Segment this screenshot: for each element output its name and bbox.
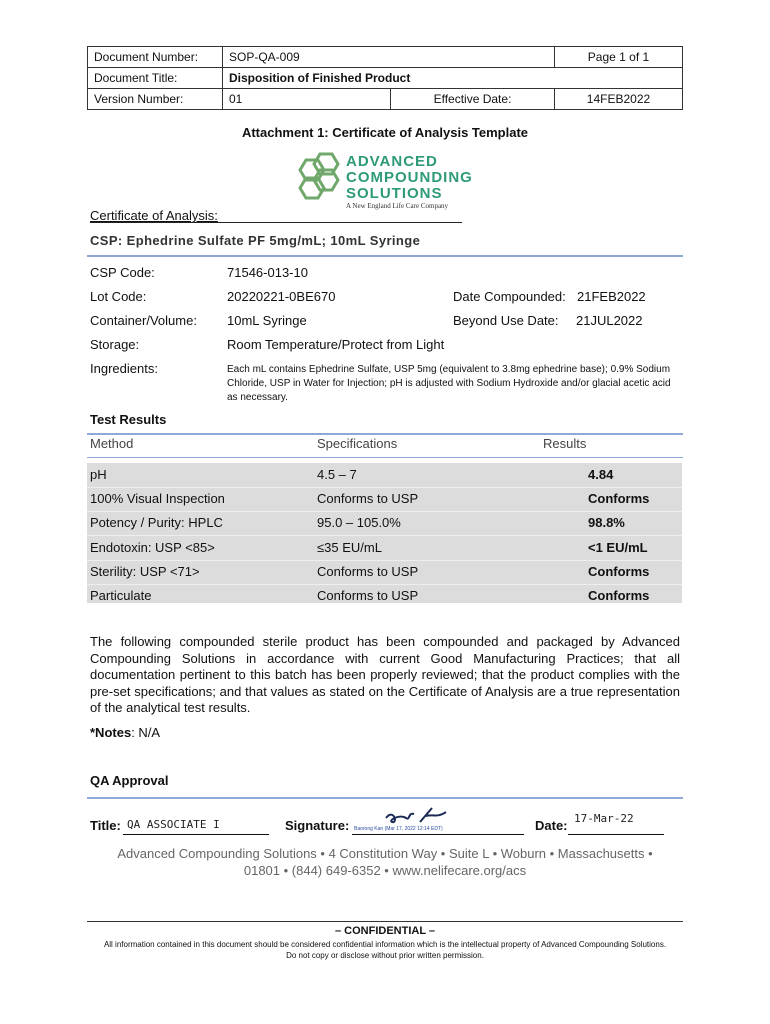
document-header-table [87, 46, 683, 110]
container-label: Container/Volume: [90, 313, 197, 328]
test-result: 4.84 [588, 467, 614, 482]
test-result: Conforms [588, 588, 650, 603]
notes-value: : N/A [131, 725, 161, 740]
logo-wordmark [346, 154, 473, 202]
test-method: 100% Visual Inspection [90, 491, 225, 506]
column-method: Method [90, 436, 134, 451]
csp-title: CSP: Ephedrine Sulfate PF 5mg/mL; 10mL Syringe [90, 233, 421, 248]
test-result: Conforms [588, 491, 650, 506]
approval-title-value: QA ASSOCIATE I [127, 818, 220, 831]
page-number: Page 1 of 1 [555, 47, 683, 68]
date-field [568, 812, 664, 835]
signature-caption: Baorong Kan (Mar 17, 2022 12:14 EDT) [354, 826, 443, 832]
test-spec: ≤35 EU/mL [317, 540, 382, 555]
csp-code-label: CSP Code: [90, 265, 155, 280]
address-line-2: 01801 • (844) 649-6352 • www.nelifecare.org/acs [243, 863, 527, 878]
test-method: pH [90, 467, 107, 482]
logo-line-3: SOLUTIONS [346, 185, 443, 202]
divider [87, 255, 683, 257]
storage-value: Room Temperature/Protect from Light [227, 337, 445, 352]
footer-divider [87, 921, 683, 922]
test-spec: 4.5 – 7 [317, 467, 357, 482]
ingredients-value: Each mL contains Ephedrine Sulfate, USP 5mg (equivalent to 3.8mg ephedrine base); 0.9% Sodium Chloride, USP in Water for Injection; pH is adjusted with Sodium Hydroxide and/or glacial acetic acid as necessary. [227, 364, 671, 403]
coa-label: Certificate of Analysis: [90, 208, 218, 223]
version-label: Version Number: [88, 89, 223, 110]
hexagon-logo-icon [290, 152, 346, 202]
doc-title-label: Document Title: [88, 68, 223, 89]
column-results: Results [543, 436, 587, 451]
ingredients-label: Ingredients: [90, 361, 158, 376]
address-line-1: Advanced Compounding Solutions • 4 Constitution Way • Suite L • Woburn • Massachusetts • [117, 846, 653, 861]
signature-field [352, 818, 524, 835]
container-volume: 10mL Syringe [227, 313, 307, 328]
test-result: Conforms [588, 564, 650, 579]
row-divider [87, 560, 682, 561]
compliance-statement: The following compounded sterile product has been compounded and packaged by Advanced Compounding Solutions in accordance with current Good Manufacturing Practices; that all documentation pertinent to this batch has been properly reviewed; that the product complies with the pre-set specifications; and that values as stated on the Certificate of Analysis are a true representation of the analytical test results. [90, 634, 680, 716]
beyond-use-date: 21JUL2022 [576, 313, 643, 328]
csp-code: 71546-013-10 [227, 265, 308, 280]
date-compounded: 21FEB2022 [577, 289, 646, 304]
row-divider [87, 535, 682, 536]
logo-line-1: ADVANCED [346, 153, 438, 170]
test-method: Potency / Purity: HPLC [90, 515, 223, 530]
test-spec: 95.0 – 105.0% [317, 515, 401, 530]
test-spec: Conforms to USP [317, 564, 419, 579]
test-result: <1 EU/mL [588, 540, 648, 555]
logo-line-2: COMPOUNDING [346, 169, 473, 186]
doc-number-label: Document Number: [88, 47, 223, 68]
test-result: 98.8% [588, 515, 625, 530]
test-method: Particulate [90, 588, 152, 603]
approval-title-field [123, 818, 269, 835]
company-address [0, 845, 770, 879]
date-compounded-label: Date Compounded: [453, 289, 566, 304]
test-spec: Conforms to USP [317, 491, 419, 506]
qa-approval-title: QA Approval [90, 773, 169, 788]
test-results-title: Test Results [90, 412, 167, 427]
test-divider-header [87, 457, 683, 458]
company-logo [290, 152, 490, 214]
test-spec: Conforms to USP [317, 588, 419, 603]
signature-label: Signature: [285, 818, 350, 833]
lot-code: 20220221-0BE670 [227, 289, 336, 304]
signature-image [380, 804, 450, 828]
attachment-title: Attachment 1: Certificate of Analysis Template [241, 125, 529, 140]
approval-title-label: Title: [90, 818, 121, 833]
row-divider [87, 487, 682, 488]
logo-tagline: A New England Life Care Company [346, 202, 449, 210]
qa-divider [87, 797, 683, 799]
notes-label: *Notes [90, 725, 132, 740]
doc-number: SOP-QA-009 [223, 47, 555, 68]
row-divider [87, 584, 682, 585]
date-value: 17-Mar-22 [574, 812, 634, 825]
row-divider [87, 511, 682, 512]
confidential-note: All information contained in this document should be considered confidential information which is the intellectual property of Advanced Compounding Solutions. Do not copy or disclose without prior written permission. [103, 940, 667, 960]
doc-title: Disposition of Finished Product [223, 68, 683, 89]
beyond-use-label: Beyond Use Date: [453, 313, 559, 328]
effective-date: 14FEB2022 [555, 89, 683, 110]
version-number: 01 [223, 89, 391, 110]
confidential-label: – CONFIDENTIAL – [334, 925, 436, 937]
test-method: Sterility: USP <71> [90, 564, 200, 579]
results-band [87, 463, 682, 603]
column-specifications: Specifications [317, 436, 398, 451]
test-method: Endotoxin: USP <85> [90, 540, 215, 555]
lot-label: Lot Code: [90, 289, 147, 304]
date-label: Date: [535, 818, 568, 833]
storage-label: Storage: [90, 337, 140, 352]
notes [90, 725, 160, 740]
coa-underline [90, 222, 462, 223]
effective-date-label: Effective Date: [391, 89, 555, 110]
test-divider-top [87, 433, 683, 435]
